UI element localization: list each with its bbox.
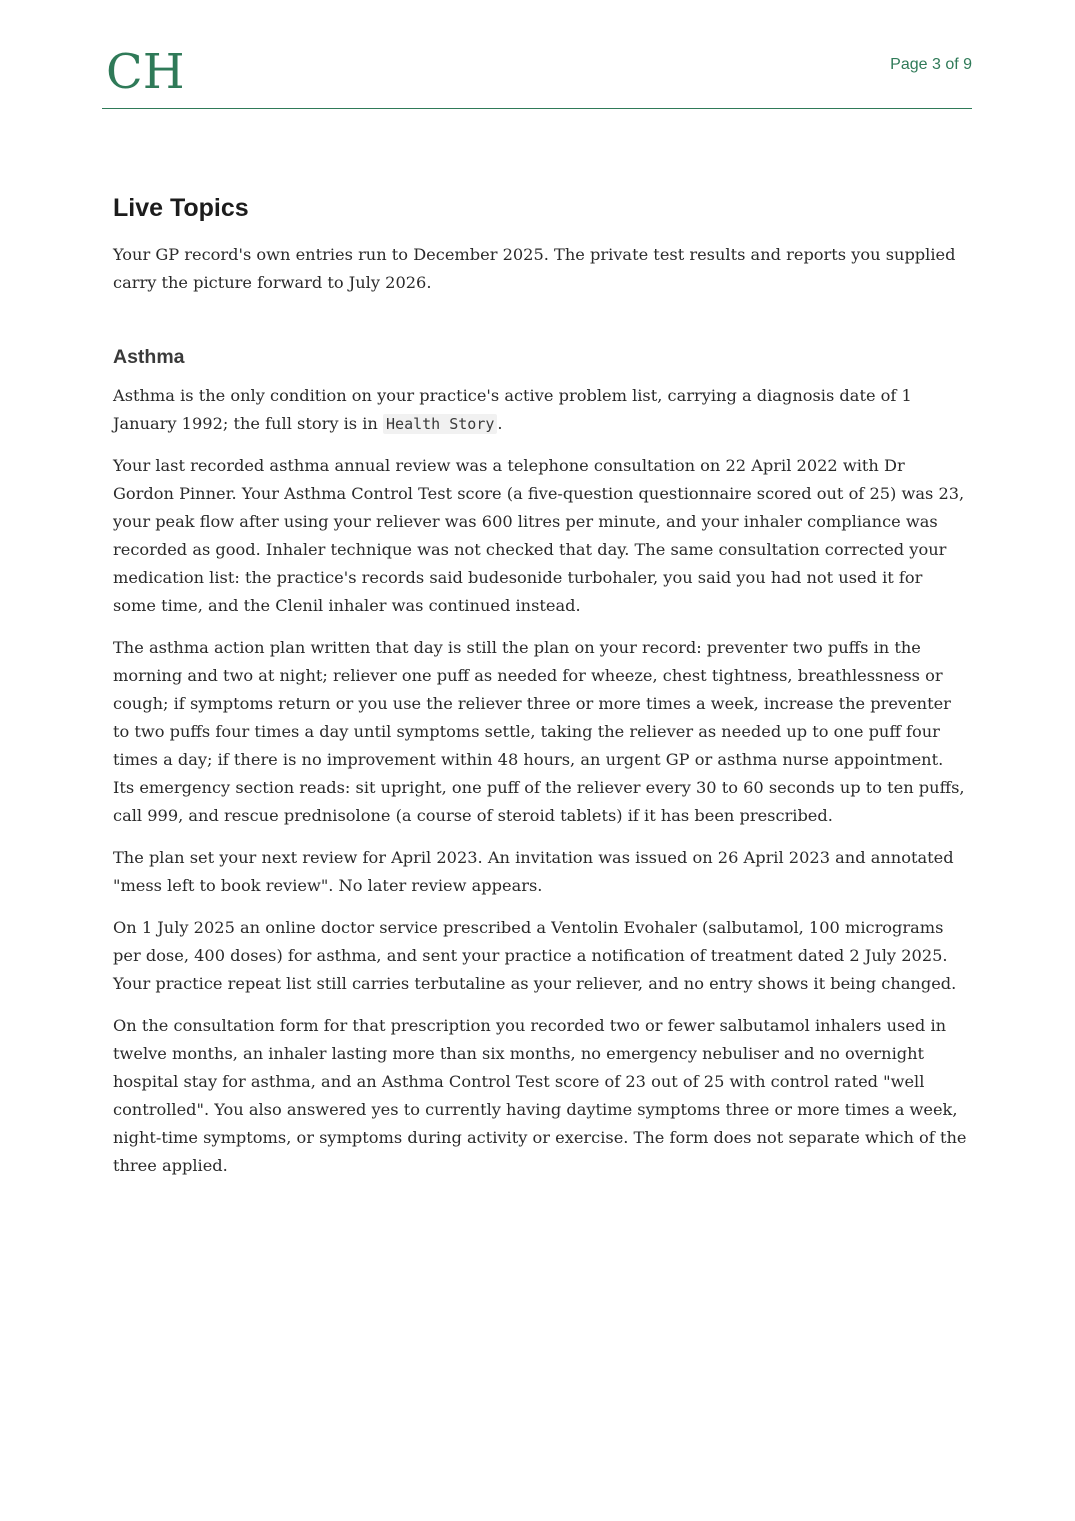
asthma-paragraph-1 [113,382,968,438]
asthma-paragraph-2: Your last recorded asthma annual review was a telephone consultation on 22 April 2022 with Dr Gordon Pinner. Your Asthma Control Test score (a five-question questionnaire scored out of 25) was 23, your peak flow after using your reliever was 600 litres per minute, and your inhaler compliance was recorded as good. Inhaler technique was not checked that day. The same consultation corrected your medication list: the practice's records said budesonide turbohaler, you said you had not used it for some time, and the Clenil inhaler was continued instead. [113,456,965,615]
ch-logo-icon [106,44,185,100]
asthma-paragraph-5: On 1 July 2025 an online doctor service prescribed a Ventolin Evohaler (salbutamol, 100 micrograms per dose, 400 doses) for asthma, and sent your practice a notification of treatment dated 2 July 2025. Your practice repeat list still carries terbutaline as your reliever, and no entry shows it being changed. [113,918,957,993]
asthma-paragraph-6: On the consultation form for that prescription you recorded two or fewer salbutamol inhalers used in twelve months, an inhaler lasting more than six months, no emergency nebuliser and no overnight hospital stay for asthma, and an Asthma Control Test score of 23 out of 25 with control rated "well controlled". You also answered yes to currently having daytime symptoms three or more times a week, night-time symptoms, or symptoms during activity or exercise. The form does not separate which of the three applied. [113,1016,967,1175]
svg-text:CH: CH [106,44,185,100]
asthma-paragraph-3: The asthma action plan written that day is still the plan on your record: preventer two puffs in the morning and two at night; reliever one puff as needed for wheeze, chest tightness, breathlessness or cough; if symptoms return or you use the reliever three or more times a week, increase the preventer to two puffs four times a day until symptoms settle, taking the reliever as needed up to one puff four times a day; if there is no improvement within 48 hours, an urgent GP or asthma nurse appointment. Its emergency section reads: sit upright, one puff of the reliever every 30 to 60 seconds up to ten puffs, call 999, and rescue prednisolone (a course of steroid tablets) if it has been prescribed. [113,638,965,825]
page-header [102,0,972,109]
document-body [113,190,968,1194]
intro-paragraph: Your GP record's own entries run to December 2025. The private test results and reports you supplied carry the picture forward to July 2026. [113,245,956,292]
asthma-heading: Asthma [113,346,185,368]
asthma-p1-end: . [497,414,503,433]
asthma-p1-text: Asthma is the only condition on your practice's active problem list, carrying a diagnosis date of 1 January 1992; the full story is in [113,386,912,433]
asthma-paragraph-4: The plan set your next review for April 2023. An invitation was issued on 26 April 2023 and annotated "mess left to book review". No later review appears. [113,848,954,895]
section-title: Live Topics [113,194,249,222]
health-story-reference: Health Story [383,414,497,434]
page-number: Page 3 of 9 [890,56,972,73]
